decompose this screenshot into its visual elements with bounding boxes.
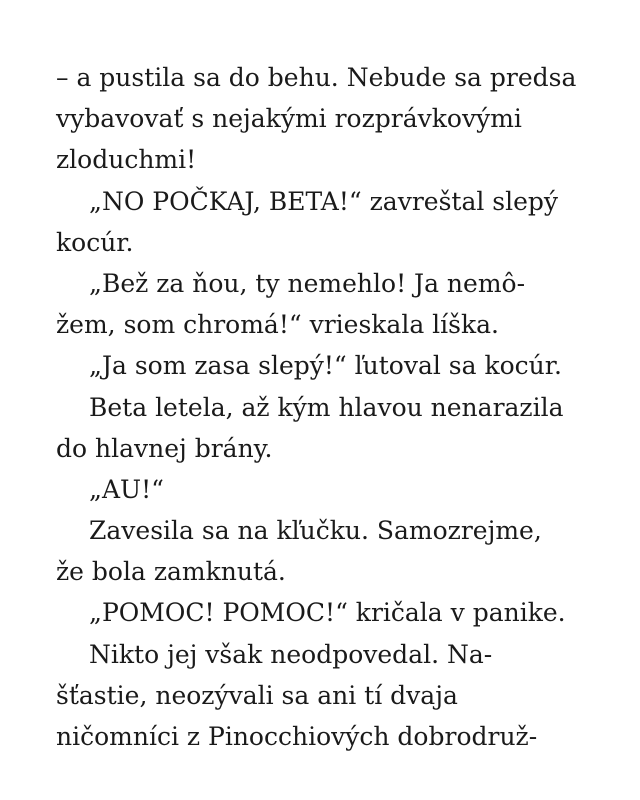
text-line-10: do hlavnej brány. — [56, 433, 273, 463]
text-line-5: kocúr. — [56, 227, 134, 257]
text-line-15: Nikto jej však neodpovedal. Na- — [89, 639, 493, 669]
text-line-14: „POMOC! POMOC!“ kričala v panike. — [89, 598, 566, 628]
text-line-4: „NO POČKAJ, BETA!“ zavreštal slepý — [89, 186, 559, 216]
text-line-11: „AU!“ — [89, 474, 164, 504]
text-line-3: zloduchmi! — [56, 145, 197, 175]
text-line-13: že bola zamknutá. — [56, 557, 286, 587]
text-line-2: vybavovať s nejakými rozprávkovými — [56, 104, 522, 134]
text-line-9: Beta letela, až kým hlavou nenarazila — [89, 392, 564, 422]
text-line-1: – a pustila sa do behu. Nebude sa predsa — [56, 63, 577, 92]
text-line-8: „Ja som zasa slepý!“ ľutoval sa kocúr. — [89, 351, 562, 381]
text-line-7: žem, som chromá!“ vrieskala líška. — [56, 310, 500, 340]
text-line-12: Zavesila sa na kľučku. Samozrejme, — [89, 516, 542, 546]
text-line-6: „Bež za ňou, ty nemehlo! Ja nemô- — [89, 268, 526, 298]
text-line-16: šťastie, neozývali sa ani tí dvaja — [56, 680, 458, 710]
text-line-17: ničomníci z Pinocchiových dobrodruž- — [56, 722, 538, 751]
story-text — [56, 57, 616, 757]
